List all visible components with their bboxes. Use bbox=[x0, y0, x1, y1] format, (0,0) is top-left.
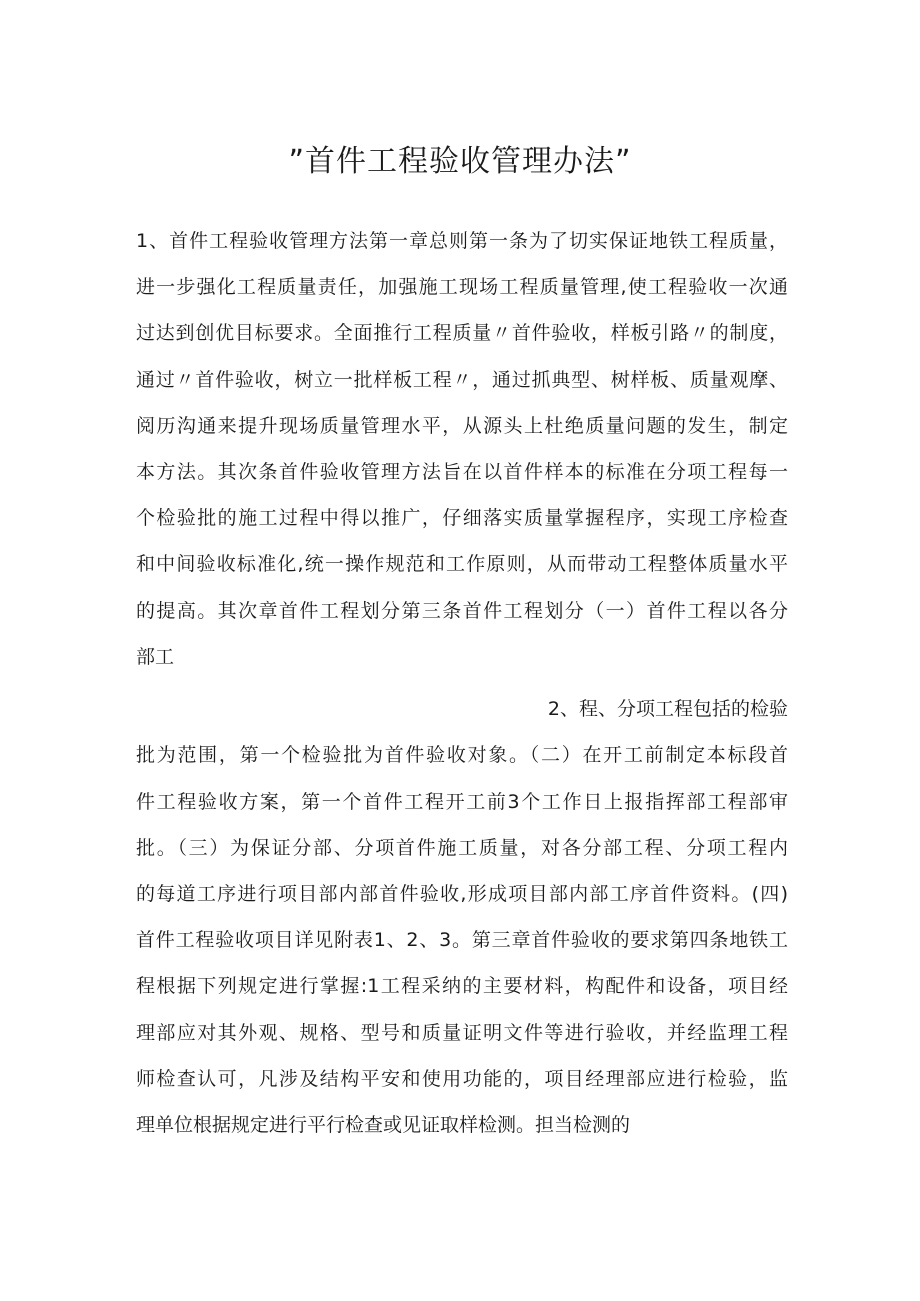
paragraph-line: 理单位根据规定进行平行检查或见证取样检测。担当检测的 bbox=[136, 1114, 631, 1136]
paragraph-line: 和中间验收标准化,统一操作规范和工作原则，从而带动工程整体质量水平 bbox=[136, 553, 788, 575]
paragraph-line: 部工 bbox=[136, 646, 175, 668]
paragraph-line: 批。（三）为保证分部、分项首件施工质量，对各分部工程、分项工程内 bbox=[136, 837, 788, 859]
paragraph-line: 阅历沟通来提升现场质量管理水平，从源头上杜绝质量问题的发生，制定 bbox=[136, 415, 788, 437]
paragraph-line: 师检查认可，凡涉及结构平安和使用功能的，项目经理部应进行检验，监 bbox=[136, 1068, 788, 1090]
paragraph-line: 进一步强化工程质量责任，加强施工现场工程质量管理,使工程验收一次通 bbox=[136, 276, 788, 298]
paragraph-line: 通过〃首件验收，树立一批样板工程〃，通过抓典型、树样板、质量观摩、 bbox=[136, 369, 788, 391]
paragraph-line: 1、首件工程验收管理方法第一章总则第一条为了切实保证地铁工程质量， bbox=[136, 230, 788, 252]
document-title: ”首件工程验收管理办法” bbox=[288, 144, 632, 179]
paragraph-line: 批为范围，第一个检验批为首件验收对象。（二）在开工前制定本标段首 bbox=[136, 744, 788, 766]
paragraph-line: 个检验批的施工过程中得以推广，仔细落实质量掌握程序，实现工序检查 bbox=[136, 507, 788, 529]
paragraph-line: 程根据下列规定进行掌握:1工程采纳的主要材料，构配件和设备，项目经 bbox=[136, 975, 788, 997]
paragraph-line: 件工程验收方案，第一个首件工程开工前3个工作日上报指挥部工程部审 bbox=[136, 791, 788, 813]
section-heading-line: 2、程、分项工程包括的检验 bbox=[547, 698, 788, 720]
paragraph-line: 过达到创优目标要求。全面推行工程质量〃首件验收，样板引路〃的制度， bbox=[136, 322, 788, 344]
paragraph-line: 的每道工序进行项目部内部首件验收,形成项目部内部工序首件资料。(四) bbox=[136, 883, 788, 905]
paragraph-line: 首件工程验收项目详见附表1、2、3。第三章首件验收的要求第四条地铁工 bbox=[136, 929, 788, 951]
paragraph-line: 理部应对其外观、规格、型号和质量证明文件等进行验收，并经监理工程 bbox=[136, 1022, 788, 1044]
paragraph-line: 的提高。其次章首件工程划分第三条首件工程划分（一）首件工程以各分 bbox=[136, 600, 788, 622]
paragraph-line: 本方法。其次条首件验收管理方法旨在以首件样本的标准在分项工程每一 bbox=[136, 461, 788, 483]
